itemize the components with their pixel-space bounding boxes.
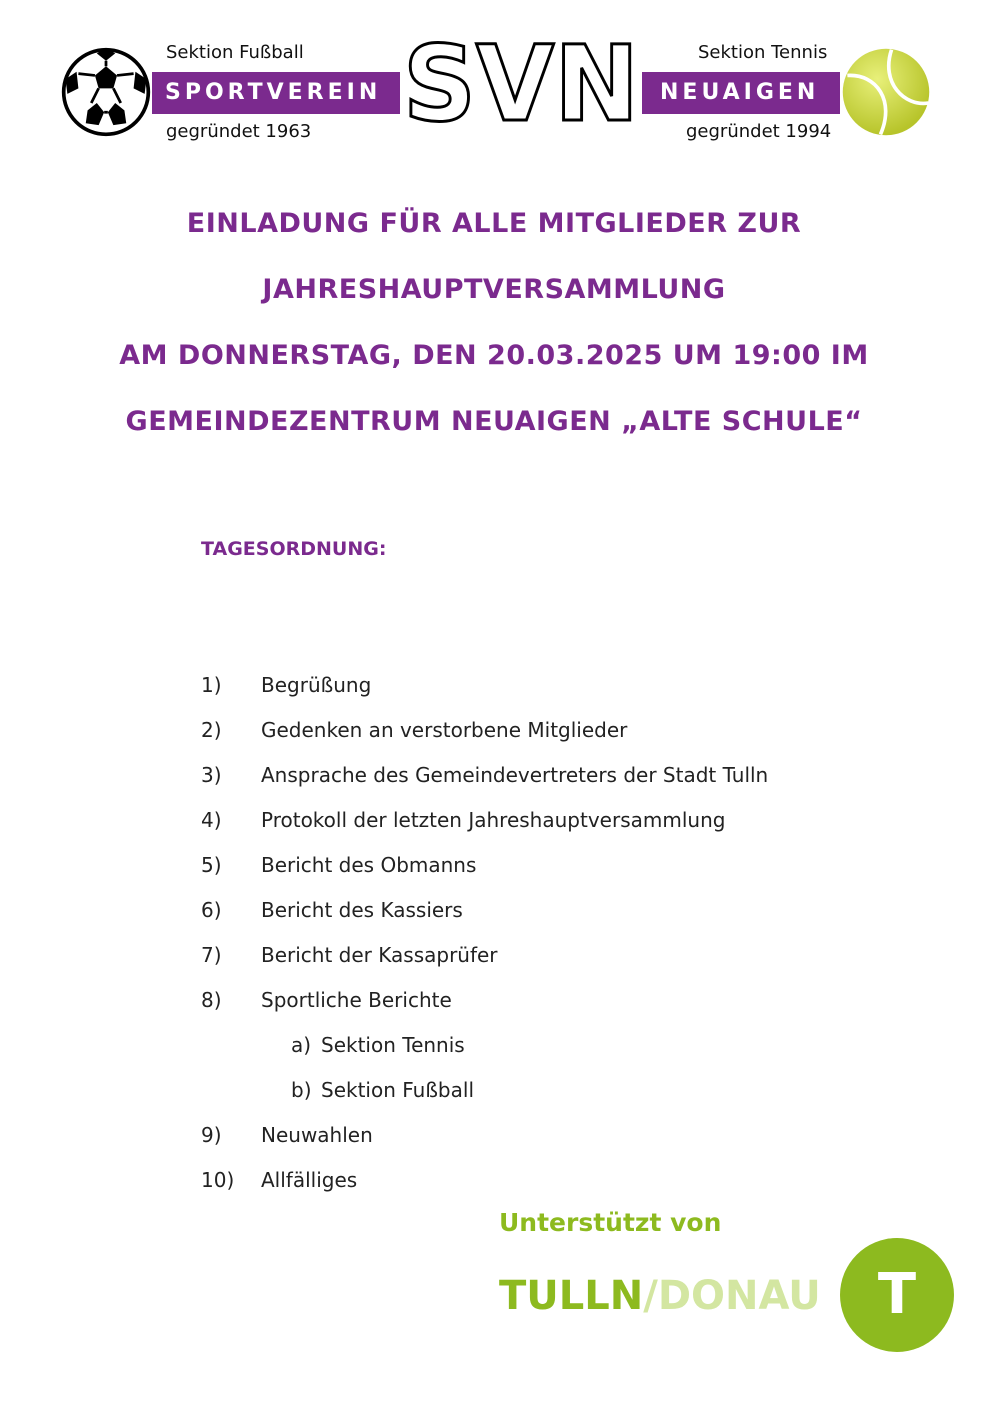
agenda-subitem-letter: b) [291, 1078, 312, 1102]
agenda-item-text: Begrüßung [261, 673, 372, 697]
section-tennis-label: Sektion Tennis [698, 42, 828, 63]
agenda-item [201, 1122, 901, 1167]
agenda-item-text: Sportliche Berichte [261, 988, 452, 1012]
agenda-item-text: Allfälliges [261, 1168, 358, 1192]
tulln-t-badge-icon: T [840, 1238, 954, 1352]
title-line-1: EINLADUNG FÜR ALLE MITGLIEDER ZUR [186, 208, 802, 239]
agenda-item-number: 7) [201, 943, 222, 967]
agenda-item-text: Gedenken an verstorbene Mitglieder [261, 718, 628, 742]
agenda-item [201, 672, 901, 717]
agenda-subitem-text: Sektion Tennis [321, 1033, 465, 1057]
soccer-ball-icon [60, 46, 152, 138]
agenda-item-text: Protokoll der letzten Jahreshauptversammlung [261, 808, 726, 832]
agenda-item [201, 717, 901, 762]
agenda-subitem-letter: a) [291, 1033, 312, 1057]
agenda-item [201, 852, 901, 897]
agenda-item-text: Bericht des Kassiers [261, 898, 463, 922]
svn-logo [400, 40, 642, 126]
agenda-item [201, 942, 901, 987]
tulln-text: TULLN [499, 1273, 644, 1319]
founded-1994: gegründet 1994 [686, 121, 832, 142]
agenda-item [201, 987, 901, 1032]
agenda-subitem [201, 1077, 901, 1122]
title-line-2: JAHRESHAUPTVERSAMMLUNG [262, 274, 726, 305]
agenda-item-number: 6) [201, 898, 222, 922]
tennis-ball-icon [840, 46, 932, 138]
supported-by-label: Unterstützt von [499, 1208, 722, 1237]
agenda-item-number: 3) [201, 763, 222, 787]
svn-logo-text: SVN [403, 40, 639, 126]
agenda-item-number: 5) [201, 853, 222, 877]
agenda-list [201, 672, 901, 1212]
tulln-donau-logo [499, 1273, 821, 1319]
agenda-item [201, 807, 901, 852]
agenda-item-number: 8) [201, 988, 222, 1012]
section-football-label: Sektion Fußball [166, 42, 304, 63]
agenda-item-number: 9) [201, 1123, 222, 1147]
donau-text: DONAU [657, 1273, 821, 1319]
band-text-sportverein: SPORTVEREIN [165, 80, 382, 105]
agenda-item [201, 762, 901, 807]
agenda-item [201, 1167, 901, 1212]
agenda-item-number: 10) [201, 1168, 235, 1192]
agenda-subitem [201, 1032, 901, 1077]
agenda-item-text: Ansprache des Gemeindevertreters der Stadt Tulln [261, 763, 769, 787]
club-header [0, 0, 1000, 160]
founded-1963: gegründet 1963 [166, 121, 312, 142]
title-line-4: GEMEINDEZENTRUM NEUAIGEN „ALTE SCHULE“ [125, 406, 863, 437]
agenda-item-number: 2) [201, 718, 222, 742]
agenda-item-text: Bericht der Kassaprüfer [261, 943, 498, 967]
title-line-3: AM DONNERSTAG, DEN 20.03.2025 UM 19:00 IM [119, 340, 869, 371]
agenda-item-text: Bericht des Obmanns [261, 853, 477, 877]
agenda-item-number: 1) [201, 673, 222, 697]
agenda-heading: TAGESORDNUNG: [201, 538, 387, 560]
agenda-subitem-text: Sektion Fußball [321, 1078, 474, 1102]
band-text-neuaigen: NEUAIGEN [660, 80, 820, 105]
agenda-item-text: Neuwahlen [261, 1123, 373, 1147]
tulln-separator: / [643, 1273, 658, 1319]
agenda-item [201, 897, 901, 942]
agenda-item-number: 4) [201, 808, 222, 832]
